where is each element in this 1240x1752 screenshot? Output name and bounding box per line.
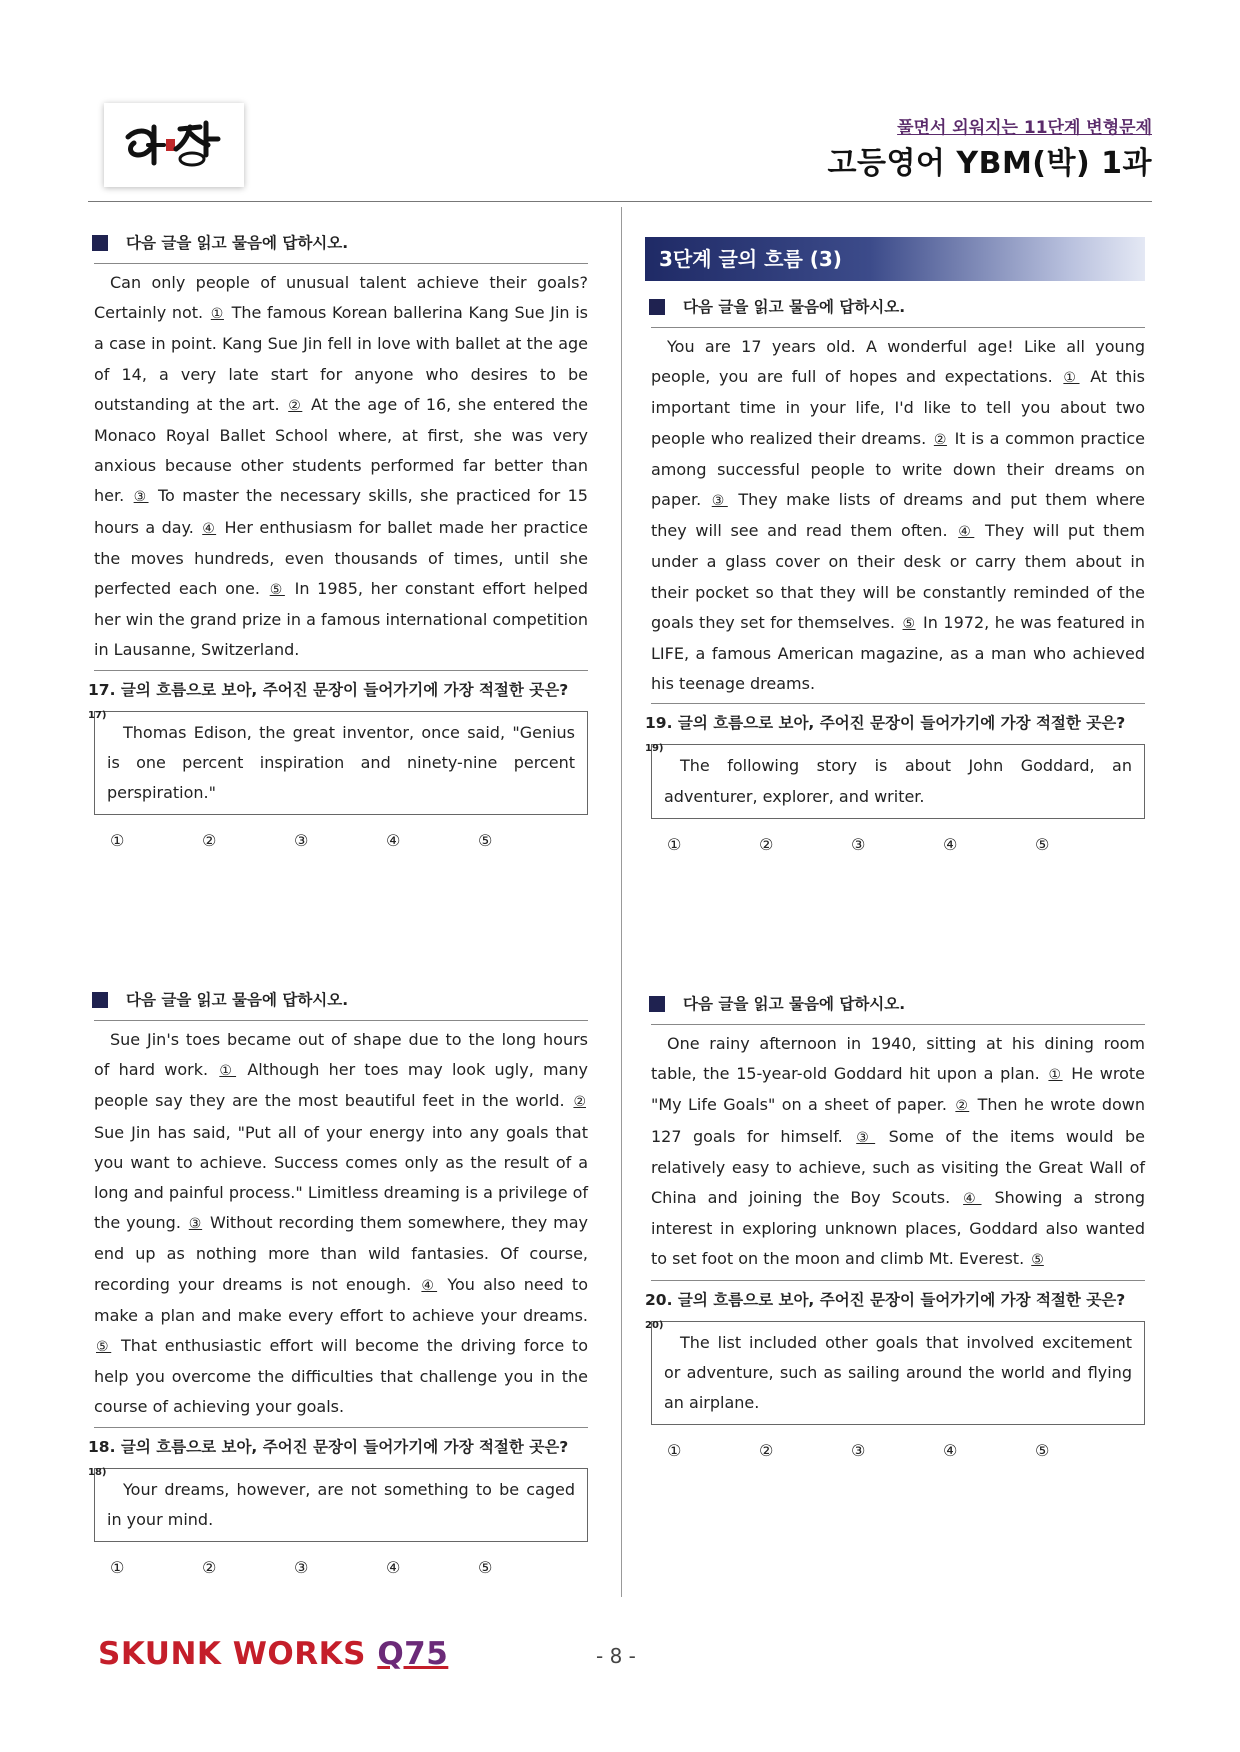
given-sentence-box: Thomas Edison, the great inventor, once said, "Genius is one percent inspiration and ninety-nine percent perspiration.": [94, 711, 588, 816]
marker-4: ④: [958, 524, 975, 541]
choice-3[interactable]: ③: [851, 834, 866, 854]
marker-2: ②: [288, 397, 303, 414]
marker-4: ④: [421, 1277, 438, 1294]
divider: [651, 1024, 1145, 1025]
choice-4[interactable]: ④: [386, 831, 401, 851]
question-19: 19. 글의 흐름으로 보아, 주어진 문장이 들어가기에 가장 적절한 곳은? $^{19)}$: [645, 714, 1126, 755]
section-19: [645, 237, 1145, 854]
footnote-ref: 19): [645, 743, 664, 755]
marker-4: ④: [963, 1191, 982, 1208]
given-sentence-box: The following story is about John Goddard, an adventurer, explorer, and writer.: [651, 744, 1145, 818]
header-divider: [88, 201, 1152, 202]
divider: [94, 263, 588, 264]
answer-choices: [667, 835, 1145, 854]
instruction: 다음 글을 읽고 물음에 답하시오.: [88, 231, 588, 255]
given-sentence-box: The list included other goals that involved excitement or adventure, such as sailing around the world and flying an airplane.: [651, 1321, 1145, 1426]
footnote-ref: 20): [645, 1319, 664, 1331]
divider: [94, 1427, 588, 1428]
choice-5[interactable]: ⑤: [1035, 834, 1050, 854]
instruction: 다음 글을 읽고 물음에 답하시오.: [645, 295, 1145, 319]
marker-2: ②: [955, 1098, 970, 1115]
choice-5[interactable]: ⑤: [478, 1558, 493, 1578]
question-20: 20. 글의 흐름으로 보아, 주어진 문장이 들어가기에 가장 적절한 곳은? $^{20)}$: [645, 1290, 1126, 1331]
question-18: 18. 글의 흐름으로 보아, 주어진 문장이 들어가기에 가장 적절한 곳은? $^{18)}$: [88, 1437, 569, 1478]
marker-1: ①: [1048, 1067, 1063, 1084]
passage-19: You are 17 years old. A wonderful age! Like all young people, you are full of hopes and expectations. ① At this important time in your life, I'd like to tell you about two people who realized their dreams. ② It is a common practice among successful people to write down their dreams on paper. ③ They make lists of dreams and put them where they will see and read them often. ④ They will put them under a glass cover on their desk or carry them about in their pocket so that they will be constantly reminded of the goals they set for themselves. ⑤ In 1972, he was featured in LIFE, a famous American magazine, as a man who achieved his teenage dreams.: [651, 337, 1145, 694]
divider: [651, 703, 1145, 704]
header-subtitle: 풀면서 외워지는 11단계 변형문제: [897, 118, 1152, 138]
section-18: [88, 988, 588, 1577]
given-sentence-box: Your dreams, however, are not something to be caged in your mind.: [94, 1468, 588, 1542]
instruction: 다음 글을 읽고 물음에 답하시오.: [88, 988, 588, 1012]
calligraphy-logo-icon: [118, 115, 230, 175]
divider: [651, 327, 1145, 328]
marker-3: ③: [711, 493, 728, 510]
choice-2[interactable]: ②: [202, 831, 217, 851]
square-bullet-icon: [92, 992, 108, 1008]
passage-18: Sue Jin's toes became out of shape due to the long hours of hard work. ① Although her toes may look ugly, many people say they are the most beautiful feet in the world. ② Sue Jin has said, "Put all of your energy into any goals that you want to achieve. Success comes only as the result of a long and painful process." Limitless dreaming is a privilege of the young. ③ Without recording them somewhere, they may end up as nothing more than wild fantasies. Of course, recording your dreams is not enough. ④ You also need to make a plan and make every effort to achieve your dreams. ⑤ That enthusiastic effort will become the driving force to help you overcome the difficulties that challenge you in the course of achieving your goals.: [94, 1030, 589, 1417]
divider: [94, 1020, 588, 1021]
stage-header: 3단계 글의 흐름 (3): [645, 237, 1145, 281]
marker-5: ⑤: [902, 615, 916, 632]
choice-2[interactable]: ②: [202, 1558, 217, 1578]
square-bullet-icon: [649, 996, 665, 1012]
marker-3: ③: [133, 489, 149, 506]
choice-5[interactable]: ⑤: [1035, 1441, 1050, 1461]
choice-2[interactable]: ②: [759, 834, 774, 854]
page-title: 고등영어 YBM(박) 1과: [827, 146, 1152, 181]
marker-2: ②: [933, 431, 947, 448]
footnote-ref: 18): [88, 1466, 107, 1478]
section-20: [645, 992, 1145, 1460]
marker-5: ⑤: [1031, 1252, 1044, 1269]
footnote-ref: 17): [88, 709, 107, 721]
marker-1: ①: [1063, 370, 1080, 387]
choice-3[interactable]: ③: [294, 1558, 309, 1578]
square-bullet-icon: [649, 299, 665, 315]
marker-3: ③: [856, 1129, 876, 1146]
answer-choices: [110, 1558, 588, 1577]
divider: [651, 1280, 1145, 1281]
logo: [104, 103, 244, 187]
footer-brand: SKUNK WORKS Q75: [98, 1636, 449, 1672]
marker-1: ①: [219, 1063, 237, 1080]
passage-17: Can only people of unusual talent achieve their goals? Certainly not. ① The famous Korean ballerina Kang Sue Jin is a case in point. Kang Sue Jin fell in love with ballet at the age of 14, a very late start for anyone who desires to be outstanding at the art. ② At the age of 16, she entered the Monaco Royal Ballet School where, at first, she was very anxious because other students performed far better than her. ③ To master the necessary skills, she practiced for 15 hours a day. ④ Her enthusiasm for ballet made her practice the moves hundreds, even thousands of times, until she perfected each one. ⑤ In 1985, her constant effort helped her win the grand prize in a famous international competition in Lausanne, Switzerland.: [94, 273, 589, 660]
marker-5: ⑤: [269, 582, 285, 599]
square-bullet-icon: [92, 235, 108, 251]
marker-1: ①: [210, 306, 224, 323]
choice-4[interactable]: ④: [943, 834, 958, 854]
passage-20: One rainy afternoon in 1940, sitting at his dining room table, the 15-year-old Goddard hit upon a plan. ① He wrote "My Life Goals" on a sheet of paper. ② Then he wrote down 127 goals for himself. ③ Some of the items would be relatively easy to achieve, such as visiting the Great Wall of China and joining the Boy Scouts. ④ Showing a strong interest in exploring unknown places, Goddard also wanted to set foot on the moon and climb Mt. Everest. ⑤: [651, 1034, 1146, 1269]
choice-1[interactable]: ①: [667, 1441, 682, 1461]
column-divider: [621, 207, 622, 1597]
choice-1[interactable]: ①: [110, 1558, 125, 1578]
choice-5[interactable]: ⑤: [478, 831, 493, 851]
choice-1[interactable]: ①: [110, 831, 125, 851]
instruction: 다음 글을 읽고 물음에 답하시오.: [645, 992, 1145, 1016]
page-number: - 8 -: [596, 1644, 636, 1668]
choice-3[interactable]: ③: [294, 831, 309, 851]
choice-4[interactable]: ④: [943, 1441, 958, 1461]
question-17: 17. 글의 흐름으로 보아, 주어진 문장이 들어가기에 가장 적절한 곳은? $^{17)}$: [88, 680, 569, 721]
marker-5: ⑤: [96, 1339, 112, 1356]
answer-choices: [667, 1441, 1145, 1460]
choice-3[interactable]: ③: [851, 1441, 866, 1461]
brand-code: Q75: [377, 1636, 449, 1672]
choice-4[interactable]: ④: [386, 1558, 401, 1578]
section-17: [88, 231, 588, 850]
choice-2[interactable]: ②: [759, 1441, 774, 1461]
divider: [94, 670, 588, 671]
choice-1[interactable]: ①: [667, 834, 682, 854]
answer-choices: [110, 831, 588, 850]
marker-2: ②: [573, 1094, 586, 1111]
marker-3: ③: [188, 1216, 203, 1233]
marker-4: ④: [202, 520, 217, 537]
